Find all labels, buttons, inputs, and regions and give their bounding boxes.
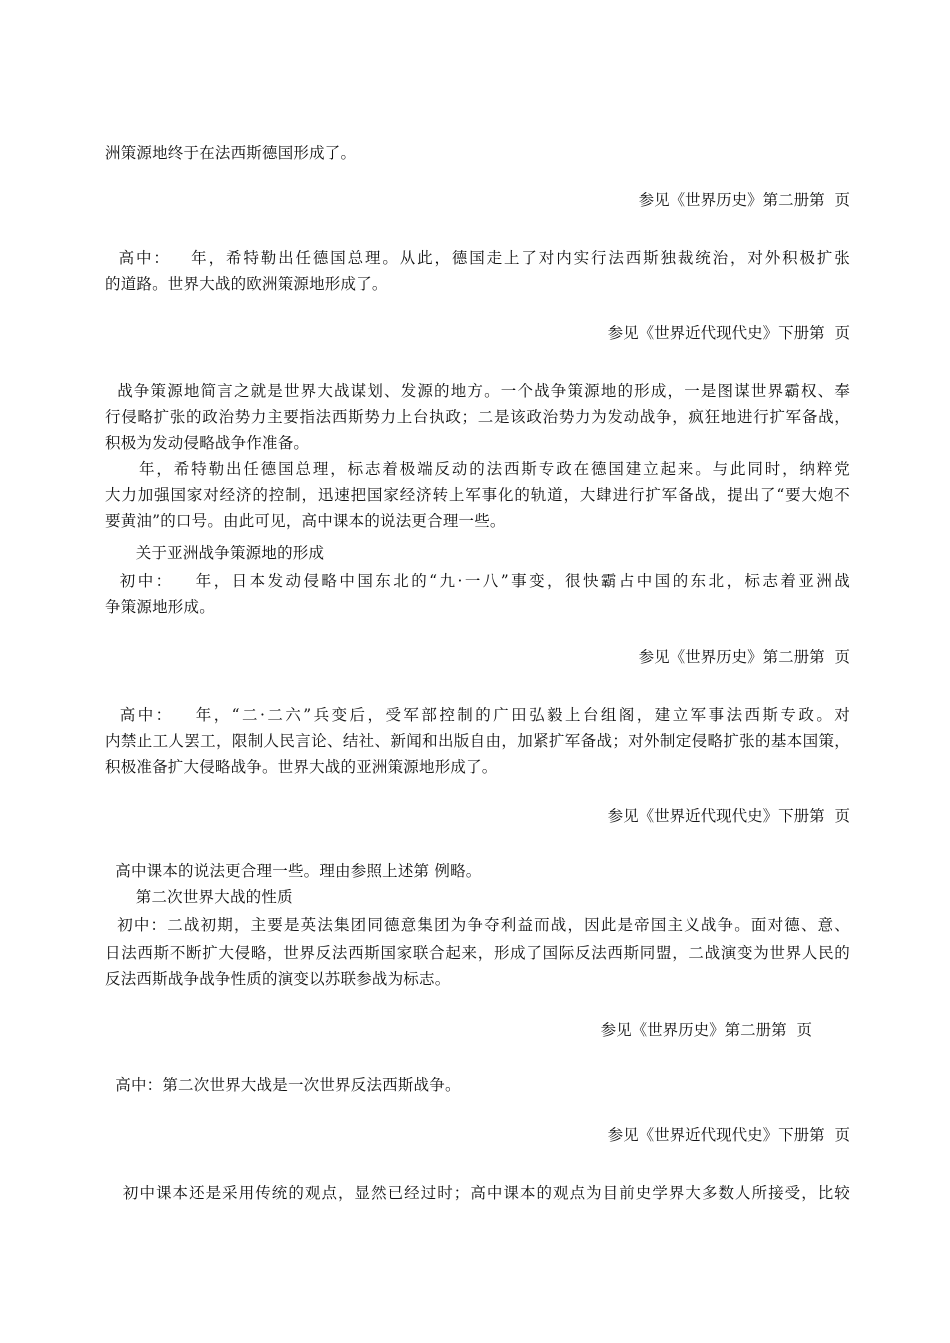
citation-line: 参见《世界近代现代史》下册第 页 — [607, 324, 850, 342]
text-line: 积极为发动侵略战争作准备。 — [105, 434, 310, 452]
text-line: 行侵略扩张的政治势力主要指法西斯势力上台执政；二是该政治势力为发动战争，疯狂地进行扩军备战， — [105, 408, 850, 426]
text-line: 高中：第二次世界大战是一次世界反法西斯战争。 — [105, 1076, 461, 1094]
citation-line: 参见《世界历史》第二册第 页 — [638, 191, 850, 209]
text-line: 要黄油”的口号。由此可见，高中课本的说法更合理一些。 — [105, 512, 506, 530]
text-line: 洲策源地终于在法西斯德国形成了。 — [105, 144, 357, 162]
text-line: 争策源地形成。 — [105, 598, 215, 616]
text-line: 的道路。世界大战的欧洲策源地形成了。 — [105, 275, 388, 293]
text-line: 初中课本还是采用传统的观点，显然已经过时；高中课本的观点为目前史学界大多数人所接受，比较 — [105, 1184, 850, 1202]
text-line: 反法西斯战争战争性质的演变以苏联参战为标志。 — [105, 970, 451, 988]
citation-line: 参见《世界近代现代史》下册第 页 — [607, 1126, 850, 1144]
text-line: 高中： 年，“二·二六”兵变后，受军部控制的广田弘毅上台组阁，建立军事法西斯专政。对 — [105, 706, 850, 724]
citation-line: 参见《世界历史》第二册第 页 — [638, 648, 850, 666]
text-line: 高中课本的说法更合理一些。理由参照上述第 例略。 — [105, 862, 482, 880]
text-line: 战争策源地简言之就是世界大战谋划、发源的地方。一个战争策源地的形成，一是图谋世界霸权、奉 — [105, 382, 850, 400]
text-line: 年，希特勒出任德国总理，标志着极端反动的法西斯专政在德国建立起来。与此同时，纳粹党 — [105, 460, 850, 478]
text-line: 高中： 年，希特勒出任德国总理。从此，德国走上了对内实行法西斯独裁统治，对外积极扩张 — [105, 249, 850, 267]
text-line: 初中： 年，日本发动侵略中国东北的“九·一八”事变，很快霸占中国的东北，标志着亚洲战 — [105, 572, 850, 590]
section-heading: 第二次世界大战的性质 — [105, 888, 293, 906]
text-line: 日法西斯不断扩大侵略，世界反法西斯国家联合起来，形成了国际反法西斯同盟，二战演变为世界人民的 — [105, 944, 850, 962]
text-line: 大力加强国家对经济的控制，迅速把国家经济转上军事化的轨道，大肆进行扩军备战，提出了“要大炮不 — [105, 486, 850, 504]
section-heading: 关于亚洲战争策源地的形成 — [105, 544, 325, 562]
citation-line: 参见《世界近代现代史》下册第 页 — [607, 807, 850, 825]
citation-line: 参见《世界历史》第二册第 页 — [600, 1021, 812, 1039]
text-line: 初中：二战初期，主要是英法集团同德意集团为争夺利益而战，因此是帝国主义战争。面对德、意、 — [105, 916, 850, 934]
text-line: 内禁止工人罢工，限制人民言论、结社、新闻和出版自由，加紧扩军备战；对外制定侵略扩张的基本国策， — [105, 732, 850, 750]
text-line: 积极准备扩大侵略战争。世界大战的亚洲策源地形成了。 — [105, 758, 498, 776]
